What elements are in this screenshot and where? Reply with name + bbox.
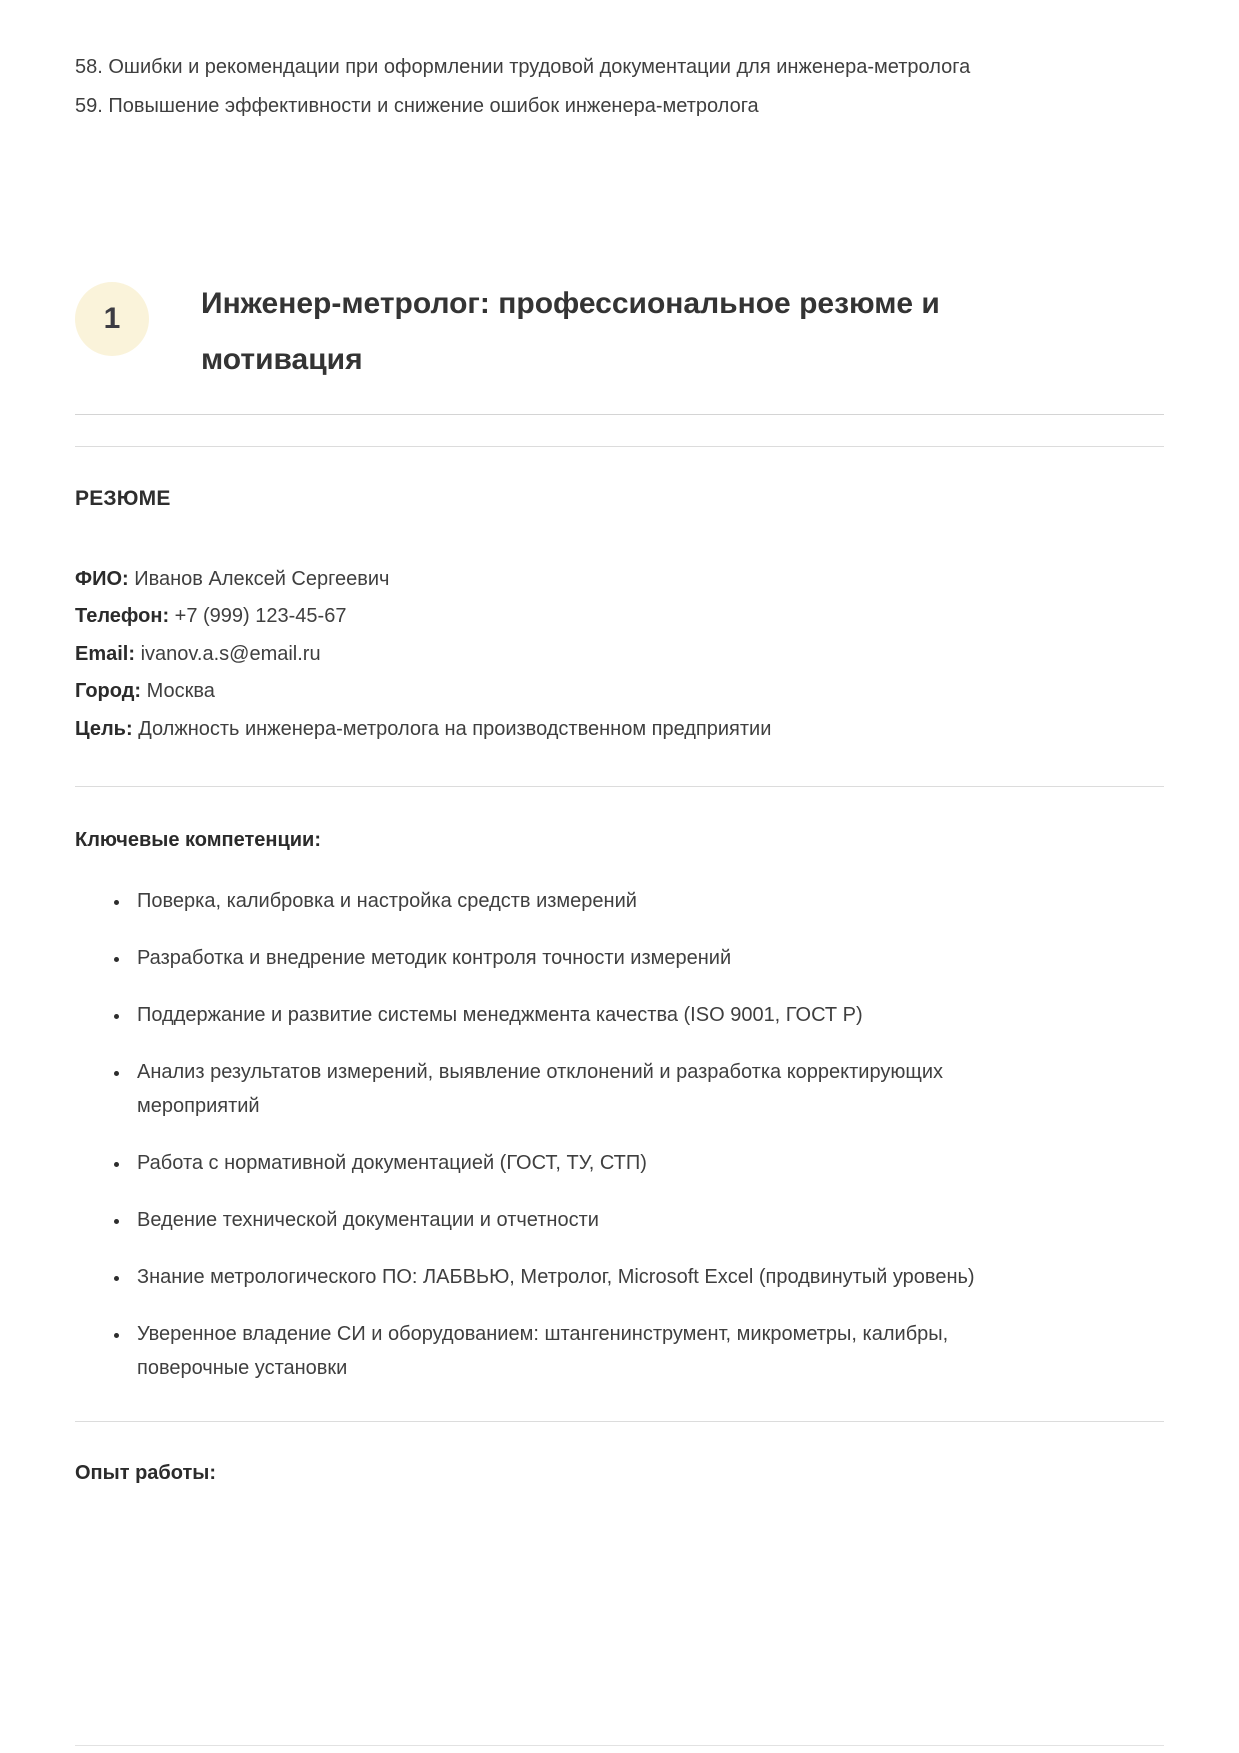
competency-item bbox=[131, 998, 1065, 1032]
competency-text: Знание метрологического ПО: ЛАБВЬЮ, Метролог, Microsoft Excel (продвинутый уровень) bbox=[137, 1265, 975, 1288]
field-value: Иванов Алексей Сергеевич bbox=[128, 568, 390, 590]
competency-text: Поддержание и развитие системы менеджмента качества (ISO 9001, ГОСТ Р) bbox=[137, 1003, 863, 1026]
divider-after-fields bbox=[75, 786, 1164, 787]
page-bottom-divider bbox=[75, 1745, 1164, 1746]
competency-item bbox=[131, 1260, 1065, 1294]
competency-item bbox=[131, 1317, 1065, 1385]
competency-item bbox=[131, 941, 1065, 975]
resume-field-email bbox=[75, 636, 1164, 673]
chapter-title: Инженер-метролог: профессиональное резюме и мотивация bbox=[201, 287, 940, 376]
divider-under-title bbox=[75, 414, 1164, 415]
resume-fields bbox=[75, 561, 1164, 748]
competency-item bbox=[131, 1055, 1065, 1123]
resume-field-phone bbox=[75, 598, 1164, 635]
competency-text: Уверенное владение СИ и оборудованием: штангенинструмент, микрометры, калибры, поверочные установки bbox=[137, 1322, 949, 1379]
field-label: Телефон: bbox=[75, 605, 170, 628]
toc-tail bbox=[75, 48, 1075, 126]
chapter-number-badge: 1 bbox=[75, 282, 149, 356]
field-value: +7 (999) 123-45-67 bbox=[169, 605, 347, 628]
resume-field-goal bbox=[75, 711, 1164, 748]
field-label: ФИО: bbox=[75, 568, 129, 590]
toc-item-58: 58. Ошибки и рекомендации при оформлении трудовой документации для инженера-метролога bbox=[75, 56, 971, 78]
competency-text: Ведение технической документации и отчетности bbox=[137, 1208, 599, 1231]
competency-text: Работа с нормативной документацией (ГОСТ, ТУ, СТП) bbox=[137, 1151, 647, 1174]
competency-text: Поверка, калибровка и настройка средств измерений bbox=[137, 889, 637, 912]
competency-text: Анализ результатов измерений, выявление отклонений и разработка корректирующих мероприятий bbox=[137, 1060, 944, 1117]
competencies-heading: Ключевые компетенции: bbox=[75, 828, 321, 851]
toc-item-59: 59. Повышение эффективности и снижение ошибок инженера-метролога bbox=[75, 95, 759, 117]
field-value: Должность инженера-метролога на производственном предприятии bbox=[132, 717, 772, 740]
resume-heading: РЕЗЮМЕ bbox=[75, 487, 171, 510]
field-value: Москва bbox=[141, 680, 215, 703]
chapter-header bbox=[75, 276, 1164, 388]
resume-field-city bbox=[75, 673, 1164, 710]
field-value: ivanov.a.s@email.ru bbox=[135, 642, 321, 665]
competency-item bbox=[131, 1203, 1065, 1237]
competency-item bbox=[131, 884, 1065, 918]
resume-field-fio bbox=[75, 561, 1164, 598]
field-label: Город: bbox=[75, 680, 142, 703]
field-label: Цель: bbox=[75, 717, 133, 740]
competency-item bbox=[131, 1146, 1065, 1180]
competency-text: Разработка и внедрение методик контроля точности измерений bbox=[137, 946, 732, 969]
field-label: Email: bbox=[75, 642, 136, 665]
experience-heading: Опыт работы: bbox=[75, 1461, 217, 1484]
competency-list bbox=[75, 884, 1065, 1385]
divider-secondary bbox=[75, 446, 1164, 447]
divider-after-list bbox=[75, 1421, 1164, 1422]
